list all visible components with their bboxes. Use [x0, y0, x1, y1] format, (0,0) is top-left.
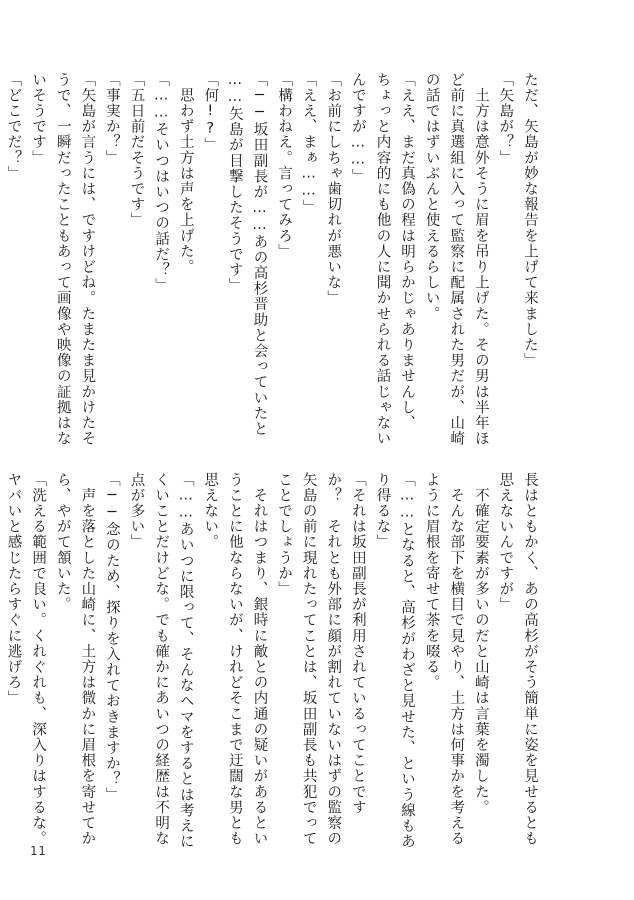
- upper-text-block: [0, 72, 542, 447]
- text-line: うで、一瞬だったこともあって画像や映像の証拠はな: [54, 72, 71, 447]
- text-line: 土方は意外そうに眉を吊り上げた。その男は半年ほ: [472, 72, 489, 447]
- text-line: 点が多い」: [128, 472, 145, 550]
- text-line: 「洗える範囲で良い。くれぐれも、深入りはするな。: [30, 472, 47, 847]
- text-line: 「何!?」: [202, 72, 219, 153]
- text-line: 不確定要素が多いのだと山崎は言葉を濁した。: [472, 472, 489, 816]
- text-line: 「……あいつに限って、そんなヘマをするとは考えに: [177, 472, 194, 850]
- text-line: ように眉根を寄せて茶を啜る。: [423, 472, 440, 691]
- text-line: 「それは坂田副長が利用されているってことです: [349, 472, 366, 816]
- text-line: 「事実か？」: [103, 72, 120, 166]
- text-line: 「……となると、高杉がわざと見せた、という線もあ: [399, 472, 416, 850]
- text-line: 「──坂田副長が……あの高杉晋助と会っていたと: [251, 72, 268, 437]
- text-line: [0, 72, 1, 442]
- text-line: んですが……」: [349, 72, 366, 185]
- text-line: 「矢島が言うには、ですけどね。たまたま見かけたそ: [79, 72, 96, 447]
- text-line: ことでしょうか」: [276, 472, 293, 597]
- text-line: そんな部下を横目で見やり、土方は何事かを考える: [448, 472, 465, 847]
- text-line: ヤバいと感じたらすぐに逃げろ」: [5, 472, 22, 706]
- text-line: 声を落とした山崎に、土方は微かに眉根を寄せてか: [79, 472, 96, 847]
- text-line: り得るな」: [374, 472, 391, 550]
- text-line: 「矢島が？」: [497, 72, 514, 166]
- text-line: 「五日前だそうです」: [128, 72, 145, 228]
- lower-text-block: [0, 472, 542, 850]
- text-line: 「どこでだ？」: [5, 72, 22, 182]
- text-line: ただ、矢島が妙な報告を上げて来ました」: [522, 72, 538, 369]
- text-line: いそうです」: [30, 72, 47, 166]
- text-line: 「ええ、まだ真偽の程は明らかじゃありませんし、: [399, 72, 416, 431]
- text-line: 「構わねえ。言ってみろ」: [276, 72, 293, 260]
- text-line: 長はともかく、あの高杉がそう簡単に姿を見せるとも: [522, 472, 538, 847]
- text-line: うことに他ならないが、けれどそこまで迂闊な男とも: [226, 472, 243, 847]
- text-line: の話ではずいぶんと使えるらしい。: [423, 72, 440, 322]
- text-line: 「……そいつはいつの話だ？」: [153, 72, 170, 294]
- text-line: くいことだけどな。でも確かにあいつの経歴は不明な: [153, 472, 170, 847]
- text-line: 「お前にしちゃ歯切れが悪いな」: [325, 72, 342, 306]
- text-line: 思えない。: [202, 472, 219, 550]
- text-line: ど前に真選組に入って監察に配属された男だが、山崎: [448, 72, 465, 447]
- text-line: 思わず土方は声を上げた。: [177, 72, 194, 275]
- text-line: 思えないんですが」: [497, 472, 514, 613]
- text-line: 矢島の前に現れたってことは、坂田副長も共犯でって: [300, 472, 317, 847]
- text-line: それはつまり、銀時に敵との内通の疑いがあるとい: [251, 472, 268, 847]
- text-line: 「──念のため、探りを入れておきますか？」: [103, 472, 120, 803]
- text-line: ……矢島が目撃したそうです」: [226, 72, 243, 294]
- text-line: か？ それとも外部に顔が割れていないはずの監察の: [325, 472, 342, 847]
- text-line: ちょっと内容的にも他の人に聞かせられる話じゃない: [374, 72, 391, 447]
- page-number: 11: [30, 844, 47, 858]
- text-line: ら、やがて頷いた。: [54, 472, 71, 613]
- text-line: 「ええ、まぁ……」: [300, 72, 317, 216]
